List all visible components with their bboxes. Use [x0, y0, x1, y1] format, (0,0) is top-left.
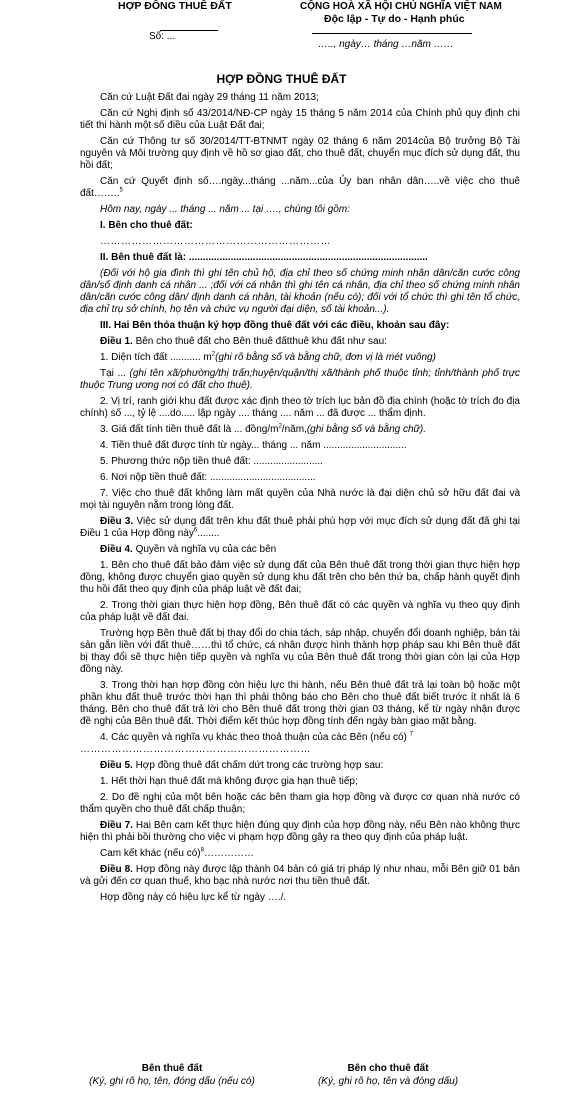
- article-7-other: [80, 848, 520, 860]
- article-4-item-1: 1. Bên cho thuê đất bảo đảm việc sử dụng đất của Bên thuê đất trong thời gian thực hiện hợp đồng, không được chuyển giao quyền sử dụng khu đất trên cho bên thứ ba, chấp hành quyết định thu hồi đất theo quy định của pháp luật về đất đai;: [80, 560, 520, 595]
- price-per-year: /năm,: [281, 424, 307, 435]
- article-4-item-2: 2. Trong thời gian thực hiện hợp đồng, Bên thuê đất có các quyền và nghĩa vụ theo quy định của pháp luật về đất đai.: [80, 600, 520, 623]
- document-body: [80, 92, 520, 908]
- motto-underline: [312, 33, 472, 34]
- section-lessor: I. Bên cho thuê đất:: [100, 220, 193, 231]
- footnote-ref: 8: [200, 847, 204, 854]
- basis-decision: [80, 176, 520, 200]
- footnote-ref: 7: [409, 731, 413, 738]
- price-unit-sup: 2: [278, 423, 282, 430]
- lessee-note: (Đối với hộ gia đình thì ghi tên chủ hộ, địa chỉ theo số chứng minh nhân dân/căn cước công dân/số định danh cá nhân ... ;đối với cá nhân thì ghi tên cá nhân, địa chỉ theo số chứng minh nhân dân/căn cước công dân/ định danh cá nhân, tài khoản (nếu có); đối với tổ chức thì ghi tên tổ chức, địa chỉ trụ sở chính, họ tên và chức vụ người đại diện, số tài khoản...).: [80, 268, 520, 315]
- area-text: 1. Diện tích đất ........... m: [100, 352, 212, 363]
- article-7-text: Hai Bên cam kết thực hiện đúng quy định của hợp đồng này, nếu Bên nào không thực hiện thì phải bồi thường cho việc vi phạm hợp đồng gây ra theo quy định của pháp luật.: [80, 820, 520, 843]
- meeting-line: Hôm nay, ngày ... tháng ... năm ... tại …., chúng tôi gồm:: [100, 204, 350, 215]
- article-4-item-3: 3. Trong thời hạn hợp đồng còn hiệu lực thi hành, nếu Bên thuê đất trả lại toàn bộ hoặc một phần khu đất thuê trước thời hạn thì phải thông báo cho Bên cho thuê đất biết trước ít nhất là 6 tháng. Bên cho thuê đất trả lời cho Bên thuê đất trong thời gian 03 tháng, kể từ ngày nhận được đề nghị của Bên thuê đất. Thời điểm kết thúc hợp đồng tính đến ngày bàn giao mặt bằng.: [80, 680, 520, 727]
- article-3-label: Điều 3.: [100, 516, 134, 527]
- article-1: [80, 336, 520, 348]
- basis-circular: Căn cứ Thông tư số 30/2014/TT-BTNMT ngày 02 tháng 6 năm 2014của Bộ trưởng Bộ Tài nguyên và Môi trường quy định về hồ sơ giao đất, cho thuê đất, chuyển mục đích sử dụng đất, thu hồi đất;: [80, 136, 520, 171]
- national-motto: Độc lập - Tự do - Hạnh phúc: [324, 13, 465, 25]
- footnote-ref: 5: [119, 187, 123, 194]
- article-4: [80, 544, 520, 556]
- article-1-item-2: 2. Vị trí, ranh giới khu đất được xác định theo tờ trích lục bản đồ địa chính (hoặc tờ trích đo địa chính) số ..., tỷ lệ ....do..... lập ngày .... tháng .... năm ... đã được ... thẩm định.: [80, 396, 520, 419]
- document-title: HỢP ĐỒNG THUÊ ĐẤT: [216, 72, 347, 86]
- article-5: [80, 760, 520, 772]
- lessor-signature-note: (Ký, ghi rõ họ, tên và đóng dấu): [317, 1076, 459, 1087]
- article-5-item-2: 2. Do đề nghị của một bên hoặc các bên tham gia hợp đồng và được cơ quan nhà nước có thẩm quyền cho thuê đất chấp thuận;: [80, 792, 520, 815]
- article-1-item-5: 5. Phương thức nộp tiền thuê đất: .........................: [100, 456, 323, 467]
- national-title: CỘNG HOÀ XÃ HỘI CHỦ NGHĨA VIỆT NAM: [300, 1, 502, 12]
- lessor-signature: [288, 1063, 488, 1087]
- lessor-dots: …………………………………………………………: [100, 236, 331, 247]
- area-unit-sup: 2: [211, 351, 216, 358]
- other-commit-text: Cam kết khác (nếu có): [100, 848, 201, 859]
- lessee-signature: [72, 1063, 272, 1087]
- article-7: [80, 820, 520, 844]
- document-number: Số: ...: [149, 31, 176, 42]
- article-8-text: Hợp đồng này được lập thành 04 bản có giá trị pháp lý như nhau, mỗi Bên giữ 01 bản và gửi đến cơ quan thuế, kho bạc nhà nước nơi thu tiền thuê đất.: [80, 864, 520, 887]
- left-header-title: HỢP ĐỒNG THUÊ ĐẤT: [118, 0, 232, 12]
- article-1-item-1: [80, 352, 520, 364]
- article-1-label: Điều 1.: [100, 336, 133, 347]
- article-1-item-7: 7. Việc cho thuê đất không làm mất quyền của Nhà nước là đại diện chủ sở hữu đất đai và mọi tài nguyên nằm trong lòng đất.: [80, 488, 520, 511]
- article-4-item-4: [80, 732, 520, 756]
- location-label: Tại ...: [100, 368, 130, 379]
- article-5-text: Hợp đồng thuê đất chấm dứt trong các trường hợp sau:: [132, 760, 384, 771]
- document-header: [0, 0, 563, 56]
- footnote-ref: 6: [193, 527, 198, 534]
- basis-decision-text: Căn cứ Quyết định số….ngày...tháng ...năm...của Ủy ban nhân dân…..về việc cho thuê đất……..: [80, 176, 520, 199]
- other-rights-text: 4. Các quyền và nghĩa vụ khác theo thoả thuận của các Bên (nếu có): [100, 732, 410, 743]
- article-1-item-4: 4. Tiền thuê đất được tính từ ngày... tháng ... năm ..............................: [100, 440, 407, 451]
- article-3-dots: ........: [197, 528, 220, 539]
- price-note: (ghi bằng số và bằng chữ).: [306, 424, 427, 435]
- date-line: ….., ngày… tháng …năm ……: [318, 39, 454, 50]
- lessee-signature-title: Bên thuê đất: [141, 1063, 203, 1074]
- article-5-label: Điều 5.: [100, 760, 133, 771]
- article-4-item-2b: Trường hợp Bên thuê đất bị thay đổi do chia tách, sáp nhập, chuyển đổi doanh nghiệp, bán tài sản gắn liền với đất thuê……thì tổ chức, cá nhân được hình thành hợp pháp sau khi Bên thuê đất bị thay đổi sẽ thực hiện tiếp quyền và nghĩa vụ của Bên thuê đất trong thời gian còn lại của Hợp đồng này.: [80, 628, 520, 675]
- article-3: [80, 516, 520, 540]
- article-1-text: Bên cho thuê đất cho Bên thuê đấtthuê khu đất như sau:: [132, 336, 387, 347]
- effective-date: Hợp đồng này có hiệu lực kể từ ngày …./.: [100, 892, 287, 903]
- other-commit-dots: ……………: [203, 848, 254, 859]
- article-1-item-6: 6. Nơi nộp tiền thuê đất: ......................................: [100, 472, 316, 483]
- article-5-item-1: 1. Hết thời hạn thuê đất mà không được gia hạn thuê tiếp;: [100, 776, 358, 787]
- section-agreement: III. Hai Bên thỏa thuận ký hợp đồng thuê đất với các điều, khoản sau đây:: [100, 320, 450, 331]
- price-text: 3. Giá đất tính tiền thuê đất là ... đồng/m: [100, 424, 279, 435]
- article-1-location: [80, 368, 520, 392]
- article-7-label: Điều 7.: [100, 820, 133, 831]
- lessor-signature-title: Bên cho thuê đất: [347, 1063, 429, 1074]
- article-4-text: Quyền và nghĩa vụ của các bên: [132, 544, 277, 555]
- article-8-label: Điều 8.: [100, 864, 133, 875]
- article-8: [80, 864, 520, 888]
- section-lessee: II. Bên thuê đất là: ......................................................................................: [100, 252, 428, 263]
- lessee-signature-note: (Ký, ghi rõ họ, tên, đóng dấu (nếu có): [89, 1076, 255, 1087]
- article-1-item-3: [80, 424, 520, 436]
- location-note: (ghi tên xã/phường/thị trấn;huyện/quận/thị xã/thành phố thuộc tỉnh; tỉnh/thành phố trực thuộc Trung ương nơi có đất cho thuê).: [80, 368, 520, 391]
- other-rights-dots: …………………………………………………………: [80, 744, 311, 755]
- article-3-text: Việc sử dụng đất trên khu đất thuê phải phù hợp với mục đích sử dụng đất đã ghi tại Điều 1 của Hợp đồng này: [80, 516, 520, 539]
- area-note: (ghi rõ bằng số và bằng chữ, đơn vị là mét vuông): [215, 352, 436, 363]
- article-4-label: Điều 4.: [100, 544, 133, 555]
- basis-law: Căn cứ Luật Đất đai ngày 29 tháng 11 năm 2013;: [100, 92, 319, 103]
- basis-decree: Căn cứ Nghị định số 43/2014/NĐ-CP ngày 15 tháng 5 năm 2014 của Chính phủ quy định chi tiết thi hành một số điều của Luật Đất đai;: [80, 108, 520, 131]
